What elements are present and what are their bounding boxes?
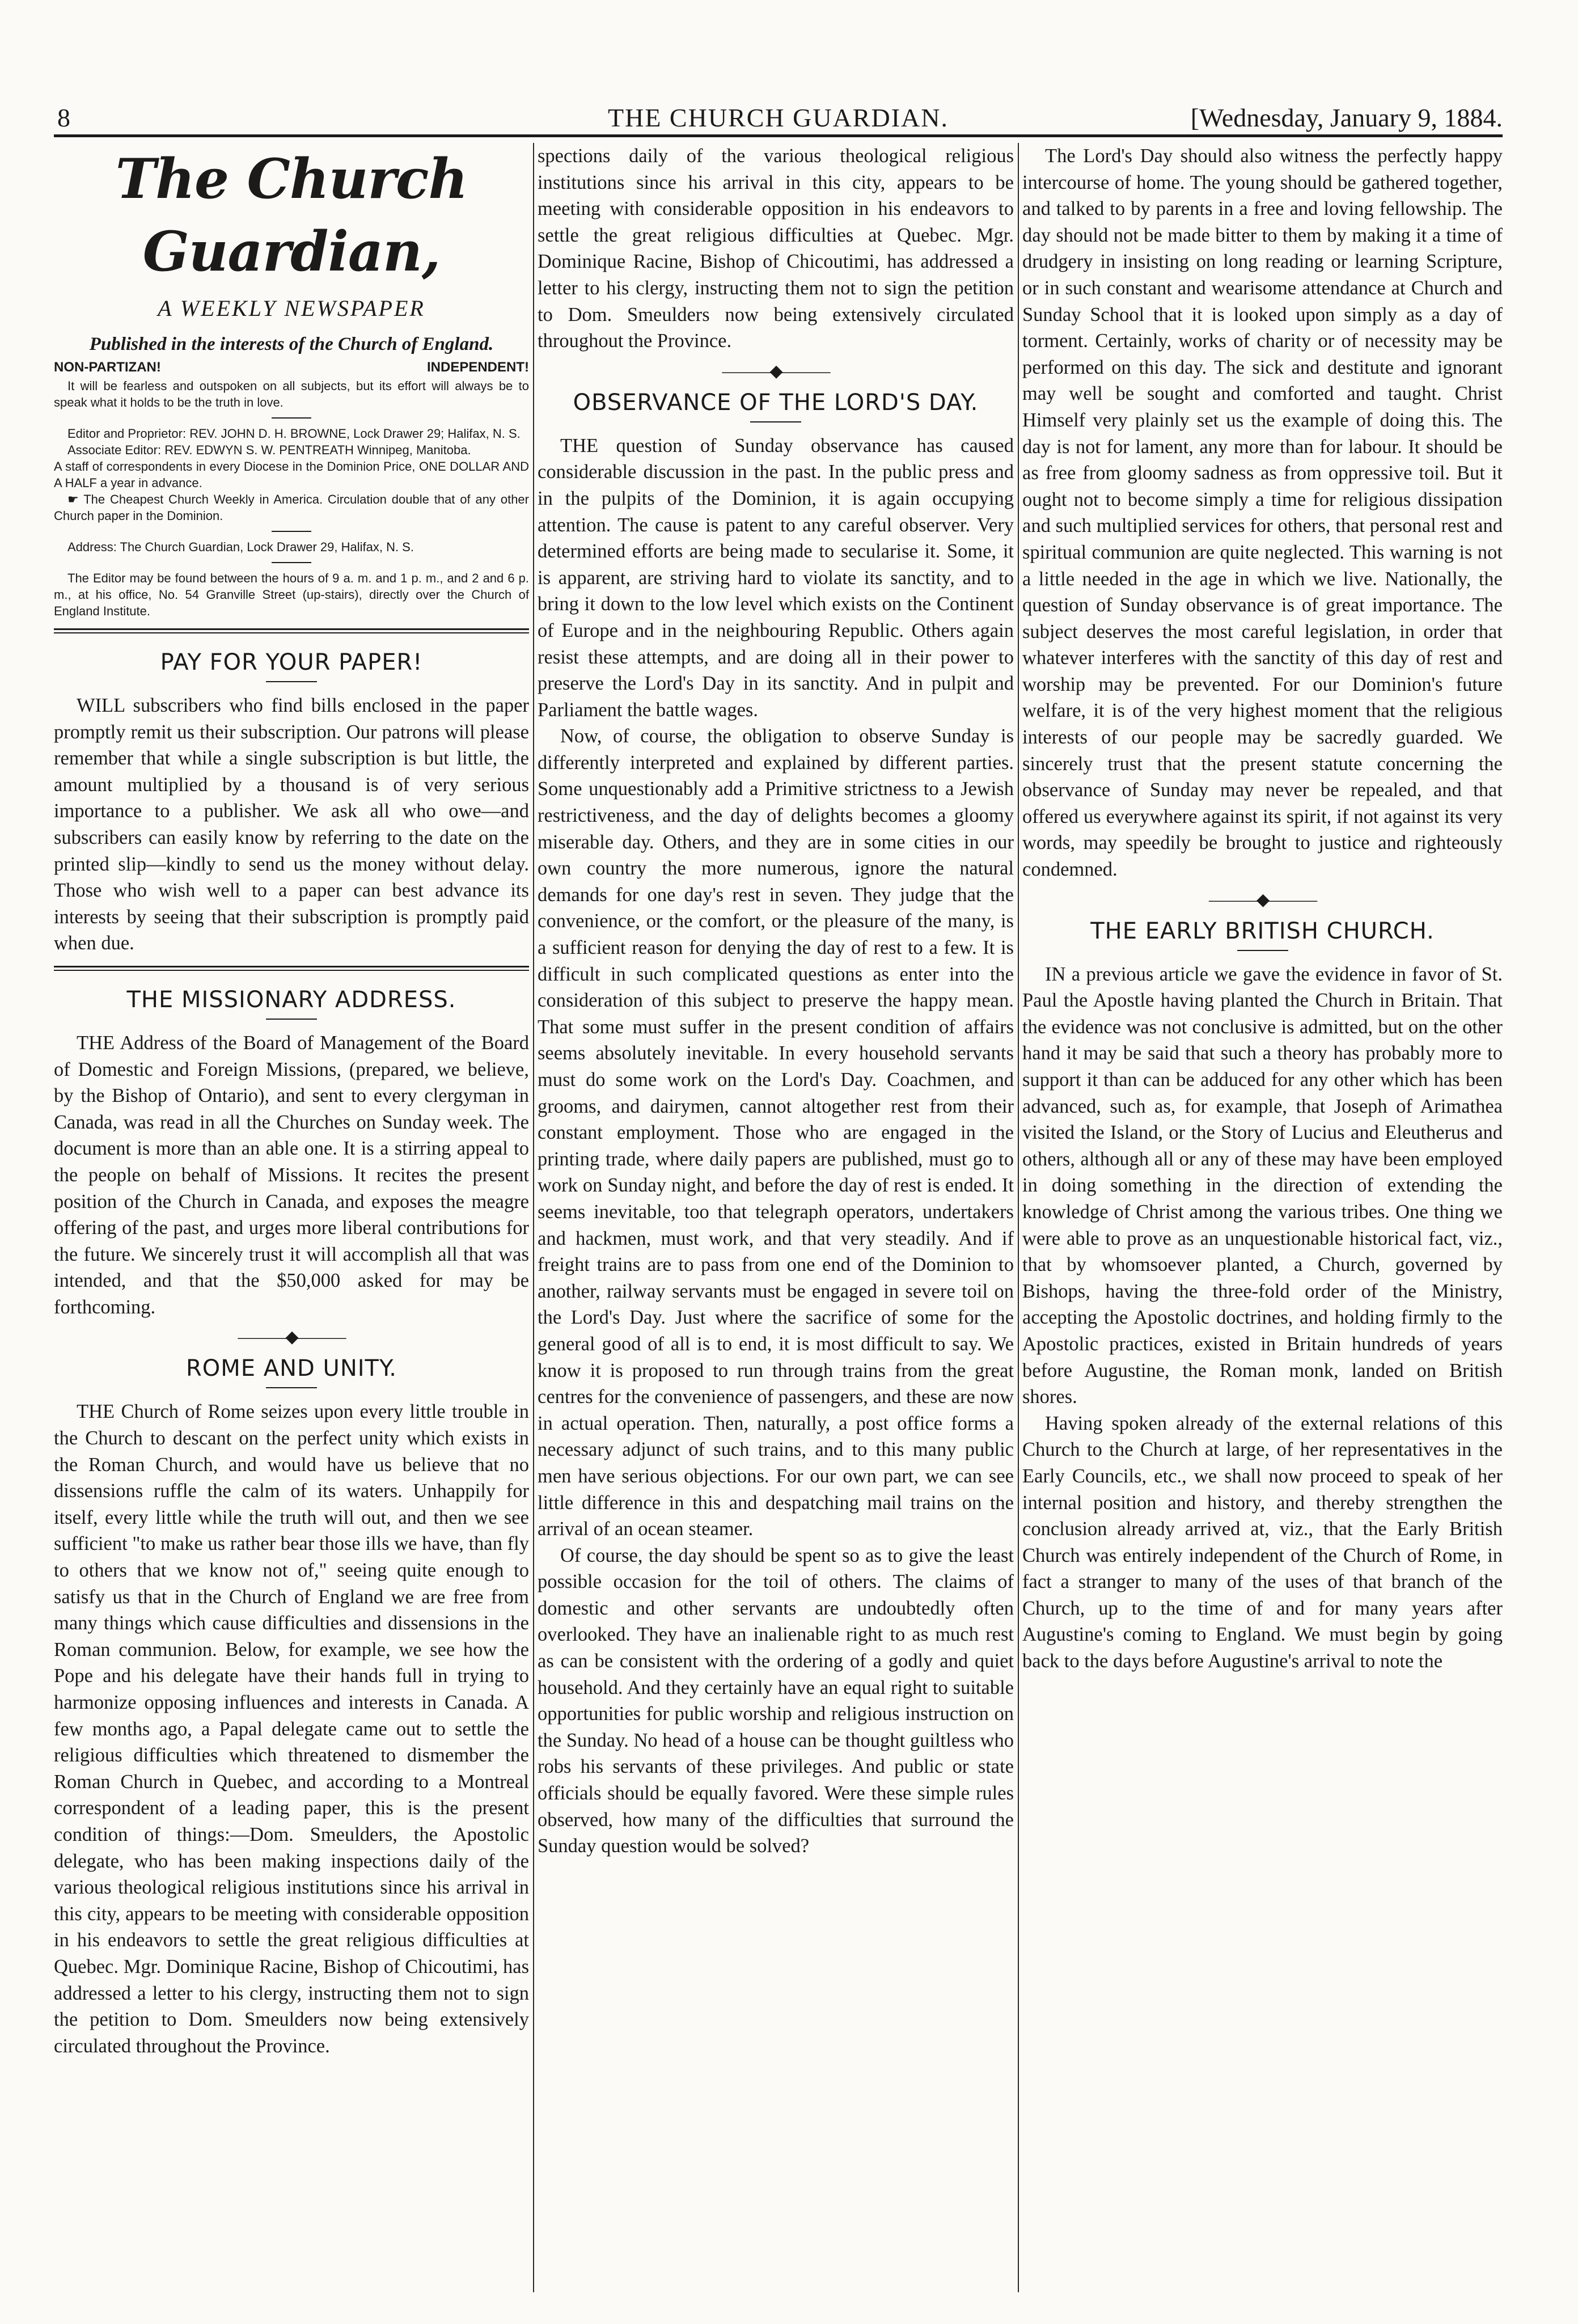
staff-price-info: A staff of correspondents in every Diocese in the Dominion Price, ONE DOLLAR AND A HALF a year in advance. [54, 459, 529, 490]
page-number: 8 [57, 103, 70, 132]
article-paragraph: IN a previous article we gave the evidence in favor of St. Paul the Apostle having planted the Church in Britain. That the evidence was not conclusive is admitted, but on the other hand it may be said that such a theory has probably more to support it than can be adduced for any other which has been advanced, such as, for example, that Joseph of Arimathea visited the Island, or the Story of Lucius and Eleutherus and others, although all or any of these may have been employed in doing something in the direction of extending the knowledge of Christ among the various tribes. One thing we were able to prove as an unquestionable historical fact, viz., that by whomsoever planted, a Church, governed by Bishops, having the three-fold order of the Ministry, accepting the Apostolic doctrines, and holding firmly to the Apostolic practices, existed in Britain hundreds of years before Augustine, the Roman monk, landed on British shores. [1022, 963, 1503, 1408]
divider [272, 417, 311, 419]
masthead-title: The Church Guardian, [115, 147, 468, 284]
masthead-published: Published in the interests of the Church of England. [89, 334, 494, 354]
article-continuation: spections daily of the various theological religious institutions since his arrival in this city, appears to be meeting with considerable opposition in his endeavors to settle the great religious difficulties at Quebec. Mgr. Dominique Racine, Bishop of Chicoutimi, has addressed a letter to his clergy, instructing them not to sign the petition to Dom. Smeulders now being extensively circulated throughout the Province. [538, 145, 1014, 352]
page-header [54, 101, 1503, 137]
divider [272, 562, 311, 563]
issue-date: [Wednesday, January 9, 1884. [1190, 103, 1503, 132]
editor-hours: The Editor may be found between the hours of 9 a. m. and 1 p. m., and 2 and 6 p. m., at his office, No. 54 Granville Street (up-stairs), directly over the Church of England Institute. [54, 571, 529, 618]
column-2 [538, 143, 1014, 2292]
heading-underline [1237, 950, 1288, 951]
article-paragraph: Having spoken already of the external relations of this Church to the Church at large, of her representatives in the Early Councils, etc., we shall now proceed to speak of her internal position and history, and thereby strengthen the conclusion already arrived at, viz., that the Early British Church was entirely independent of the Church of Rome, in fact a stranger to many of the uses of that branch of the Church, up to the time of and for many years after Augustine's coming to England. We must begin by going back to the days before Augustine's arrival to note the [1022, 1412, 1503, 1672]
heading-underline [266, 1019, 317, 1020]
ornament-divider: ———◆——— [238, 1328, 345, 1347]
newspaper-name: THE CHURCH GUARDIAN. [608, 103, 949, 132]
column-rule [533, 143, 534, 2292]
circulation-info: ☛ The Cheapest Church Weekly in America. Circulation double that of any other Church paper in the Dominion. [54, 492, 529, 523]
ornament-divider: ———◆——— [722, 361, 830, 381]
address-info: Address: The Church Guardian, Lock Drawer 29, Halifax, N. S. [67, 540, 414, 554]
divider [272, 531, 311, 532]
masthead-policy: It will be fearless and outspoken on all subjects, but its effort will always be to speak what it holds to be the truth in love. [54, 379, 529, 409]
double-rule [54, 966, 529, 971]
ornament-divider: ———◆——— [1208, 890, 1317, 909]
article-paragraph: Of course, the day should be spent so as to give the least possible occasion for the toil of others. The claims of domestic and other servants are undoubtedly often overlooked. They have an inalienable right to as much rest as can be consistent with the ordering of a godly and quiet household. And they certainly have an equal right to suitable opportunities for public worship and religious instruction on the Sunday. No head of a house can be thought guiltless who robs his servants of these privileges. And public or state officials should be equally favored. Were these simple rules observed, how many of the difficulties that surround the Sunday question would be solved? [538, 1544, 1014, 1857]
associate-editor-info: Associate Editor: REV. EDWYN S. W. PENTREATH Winnipeg, Manitoba. [67, 443, 471, 457]
article-heading-early-british: THE EARLY BRITISH CHURCH. [1090, 918, 1435, 944]
masthead-stance [54, 357, 529, 378]
heading-underline [750, 421, 801, 422]
column-1 [54, 143, 529, 2292]
article-paragraph: The Lord's Day should also witness the perfectly happy intercourse of home. The young should be gathered together, and talked to by parents in a free and loving fellowship. The day should not be made bitter to them by making it a time of drudgery in insisting on long reading or learning Scripture, or in such constant and wearisome attendance at Church and Sunday School that it is looked upon simply as a day of torment. Certainly, works of charity or of necessity may be performed on this day. The sick and destitute and ignorant may well be sought and comforted and taught. Christ Himself very plainly set us the example of doing this. The day is not for lament, any more than for labour. It should be as free from gloomy sadness as from oppressive toil. But it ought not to become simply a time for religious dissipation and such multiplied services for others, that personal rest and spiritual communion are quite neglected. This warning is not a little needed in the age in which we live. Nationally, the question of Sunday observance is of great importance. The subject deserves the most careful legislation, in order that whatever interferes with the sanctity of this day of rest and worship may be prevented. For our Dominion's future welfare, it is of the very highest moment that the religious interests of our people may be sacredly guarded. We sincerely trust that the present statute concerning the observance of Sunday may never be repealed, and that offered us everywhere against its spirit, if not against its very words, may speedily be brought to justice and righteously condemned. [1022, 145, 1503, 881]
article-heading-lords-day: OBSERVANCE OF THE LORD'S DAY. [573, 389, 979, 416]
article-paragraph: THE Church of Rome seizes upon every little trouble in the Church to descant on the perfect unity which exists in the Roman Church, and would have us believe that no dissensions ruffle the calm of its waters. Unhappily for itself, every little while the truth will out, and then we see sufficient "to make us rather bear those ills we have, than fly to others that we know not of," seeing quite enough to satisfy us that in the Church of England we are free from many things which cause difficulties and dissensions in the Roman communion. Below, for example, we see how the Pope and his delegate have their hands full in trying to harmonize opposing influences and interests in Canada. A few months ago, a Papal delegate came out to settle the religious difficulties which threatened to dismember the Roman Church in Quebec, and according to a Montreal correspondent of a leading paper, this is the present condition of things:—Dom. Smeulders, the Apostolic delegate, who has been making inspections daily of the various theological religious institutions since his arrival in this city, appears to be meeting with considerable opposition in his endeavors to settle the great religious difficulties at Quebec. Mgr. Dominique Racine, Bishop of Chicoutimi, has addressed a letter to his clergy, instructing them not to sign the petition to Dom. Smeulders now being extensively circulated throughout the Province. [54, 1401, 529, 2057]
column-rule [1018, 143, 1019, 2292]
column-3 [1022, 143, 1503, 2292]
heading-underline [266, 1387, 317, 1388]
double-rule [54, 628, 529, 633]
article-paragraph: THE question of Sunday observance has caused considerable discussion in the past. In the public press and in the pulpits of the Dominion, it is again occupying attention. The cause is patent to any careful observer. Very determined efforts are being made to secularise it. Some, it is apparent, are striving hard to violate its sanctity, and to bring it down to the low level which exists on the Continent of Europe and in the neighbouring Republic. Others again resist these attempts, and are doing all in their power to preserve the Lord's Day in its sanctity. And in pulpit and Parliament the battle wages. [538, 434, 1014, 721]
article-heading-rome: ROME AND UNITY. [185, 1355, 397, 1382]
article-paragraph: Now, of course, the obligation to observe Sunday is differently interpreted and explained by different parties. Some unquestionably add a Primitive strictness to a Jewish restrictiveness, and the day of delights becomes a gloomy miserable day. Others, and they are in some cities in our own country the more numerous, ignore the natural demands for one day's rest in seven. They judge that the convenience, or the comfort, or the pleasure of the many, is a sufficient reason for denying the day of rest to a few. It is difficult in such complicated questions as enter into the consideration of this subject to preserve the happy mean. That some must suffer in the present condition of affairs seems absolutely inevitable. In every household servants must do some work on the Lord's Day. Coachmen, and grooms, and dairymen, cannot altogether rest from their constant employment. Those who are engaged in the printing trade, where daily papers are published, must go to work on Sunday night, and before the day of rest is ended. It seems inevitable, too that telegraph operators, undertakers and hackmen, must work, and that very steadily. And if freight trains are to pass from one end of the Dominion to another, railway servants must be engaged in severe toil on the Lord's Day. Just where the sacrifice of some for the general good of all is to end, it is most difficult to say. We know it is proposed to run through trains from the great centres for the convenience of passengers, and these are now in actual operation. Then, naturally, a post office forms a necessary adjunct of such trains, and to this many public men have serious objections. For our own part, we can see little difference in this and despatching mail trains on the arrival of an ocean steamer. [538, 725, 1014, 1540]
heading-underline [266, 681, 317, 682]
article-heading-missionary: THE MISSIONARY ADDRESS. [126, 986, 456, 1013]
article-heading-pay: PAY FOR YOUR PAPER! [160, 649, 423, 675]
editor-info: Editor and Proprietor: REV. JOHN D. H. BROWNE, Lock Drawer 29; Halifax, N. S. [67, 426, 521, 441]
nonpartizan-label: NON-PARTIZAN! [54, 360, 161, 375]
independent-label: INDEPENDENT! [426, 360, 529, 375]
article-paragraph: WILL subscribers who find bills enclosed in the paper promptly remit us their subscription. Our patrons will please remember that while a single subscription is but little, the amount multiplied by a thousand is of very serious importance to a publisher. We ask all who owe—and subscribers can easily know by referring to the date on the printed slip—kindly to send us the money without delay. Those who wish well to a paper can best advance its interests by seeing that their subscription is promptly paid when due. [54, 695, 529, 954]
masthead-subtitle: A WEEKLY NEWSPAPER [158, 295, 425, 321]
article-paragraph: THE Address of the Board of Management of the Board of Domestic and Foreign Missions, (prepared, we believe, by the Bishop of Ontario), and sent to every clergyman in Canada, was read in all the Churches on Sunday week. The document is more than an able one. It is a stirring appeal to the people on behalf of Missions. It recites the present position of the Church in Canada, and exposes the meagre offering of the past, and urges more liberal contributions for the future. We sincerely trust it will accomplish all that was intended, and that the $50,000 asked for may be forthcoming. [54, 1032, 529, 1318]
